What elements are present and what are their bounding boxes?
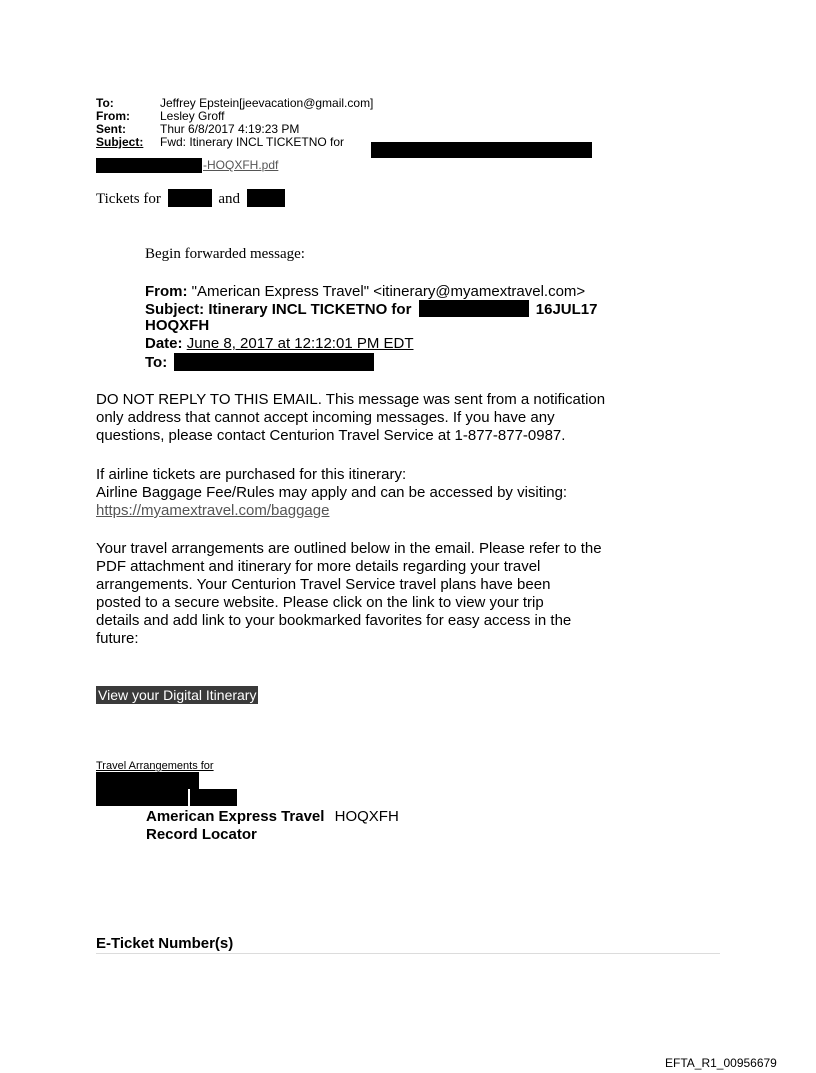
- fwd-date-label: Date:: [145, 335, 183, 352]
- sent-label: Sent:: [96, 122, 126, 136]
- record-locator-label: Record Locator: [146, 826, 257, 843]
- fwd-to-label: To:: [145, 354, 168, 371]
- arrangements-line: posted to a secure website. Please click on the link to view your trip: [96, 594, 544, 611]
- baggage-info: [96, 466, 567, 520]
- fwd-from-value: "American Express Travel" <itinerary@myamextravel.com>: [191, 283, 586, 300]
- arrangements-line: PDF attachment and itinerary for more details regarding your travel: [96, 558, 541, 575]
- document-id: EFTA_R1_00956679: [665, 1056, 777, 1070]
- redaction-block: [247, 189, 285, 207]
- baggage-line: Airline Baggage Fee/Rules may apply and can be accessed by visiting:: [96, 484, 568, 501]
- view-digital-itinerary-button[interactable]: View your Digital Itinerary: [98, 687, 257, 703]
- fwd-from-row: [145, 283, 585, 300]
- arrangements-line: details and add link to your bookmarked favorites for easy access in the: [96, 612, 572, 629]
- arrangements-line: arrangements. Your Centurion Travel Service travel plans have been: [96, 576, 551, 593]
- arrangements-line: Your travel arrangements are outlined below in the email. Please refer to the: [96, 540, 602, 557]
- eticket-heading: E-Ticket Number(s): [96, 935, 234, 952]
- tickets-for-text: Tickets for: [96, 191, 161, 207]
- baggage-link[interactable]: https://myamextravel.com/baggage: [96, 502, 330, 519]
- fwd-subject-label: Subject: Itinerary INCL TICKETNO for: [145, 301, 412, 318]
- fwd-date-row: [145, 335, 414, 352]
- fwd-subject-row: [145, 300, 597, 318]
- baggage-line: If airline tickets are purchased for this itinerary:: [96, 466, 407, 483]
- tickets-intro: [96, 189, 285, 208]
- redaction-block: [96, 772, 199, 806]
- arrangements-line: future:: [96, 630, 139, 647]
- to-label: To:: [96, 96, 114, 110]
- from-label: From:: [96, 109, 130, 123]
- notice-line: DO NOT REPLY TO THIS EMAIL. This message was sent from a notification: [96, 391, 606, 408]
- redaction-block: [174, 353, 374, 371]
- agency-name: American Express Travel: [146, 808, 325, 825]
- section-divider: [96, 953, 720, 954]
- no-reply-notice: [96, 391, 705, 445]
- subject-value: Fwd: Itinerary INCL TICKETNO for: [160, 135, 345, 149]
- redaction-block: [168, 189, 212, 207]
- redaction-block: [96, 158, 202, 173]
- fwd-date-value: June 8, 2017 at 12:12:01 PM EDT: [186, 335, 414, 352]
- begin-forwarded: Begin forwarded message:: [145, 246, 305, 262]
- redaction-block: [371, 142, 592, 158]
- notice-line: questions, please contact Centurion Travel Service at 1-877-877-0987.: [96, 427, 566, 444]
- agency-row: [146, 808, 399, 826]
- sent-value: Thur 6/8/2017 4:19:23 PM: [160, 122, 300, 136]
- notice-line: only address that cannot accept incoming messages. If you have any: [96, 409, 555, 426]
- arrangements-paragraph: [96, 540, 705, 648]
- from-value: Lesley Groff: [160, 109, 225, 123]
- subject-label: Subject:: [96, 135, 144, 149]
- fwd-from-label: From:: [145, 283, 188, 300]
- fwd-to-row: [145, 353, 374, 371]
- fwd-subject-date: 16JUL17: [535, 301, 598, 318]
- and-text: and: [218, 191, 241, 207]
- travel-arrangements-label: Travel Arrangements for: [96, 760, 214, 772]
- to-value: Jeffrey Epstein[jeevacation@gmail.com]: [160, 96, 374, 110]
- record-locator-value: HOQXFH: [334, 808, 399, 825]
- redaction-block: [190, 789, 237, 806]
- fwd-subject-locator: HOQXFH: [145, 317, 210, 334]
- redaction-block: [419, 300, 529, 317]
- attachment-link[interactable]: -HOQXFH.pdf: [203, 158, 279, 172]
